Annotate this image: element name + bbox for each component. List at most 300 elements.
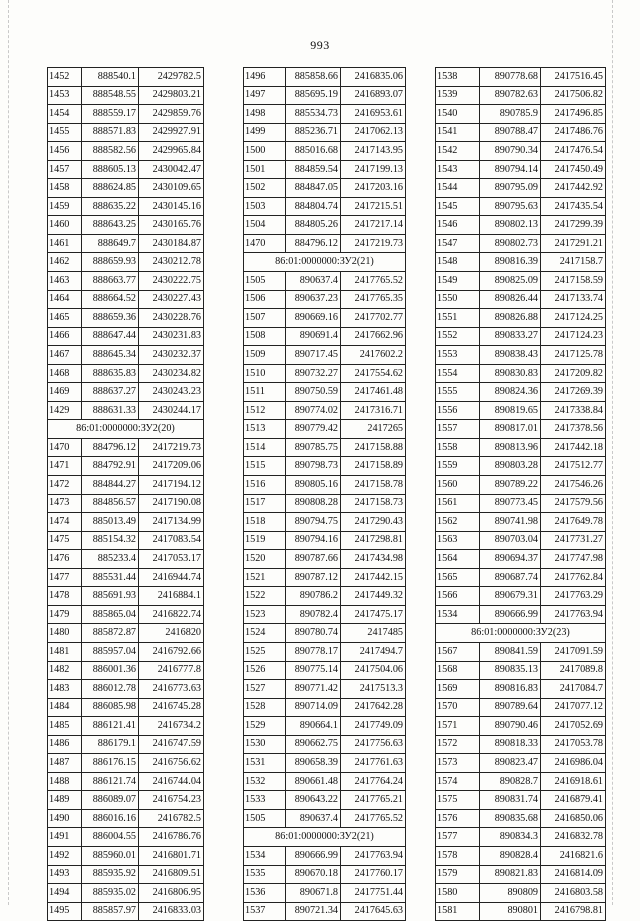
- point-number-cell: 1528: [244, 698, 286, 717]
- x-coordinate-cell: 884796.12: [286, 234, 341, 253]
- x-coordinate-cell: 890786.2: [286, 587, 341, 606]
- y-coordinate-cell: 2417476.54: [541, 142, 606, 161]
- y-coordinate-cell: 2417219.73: [139, 438, 204, 457]
- point-number-cell: 1547: [436, 234, 480, 253]
- x-coordinate-cell: 885695.19: [286, 86, 341, 105]
- point-number-cell: 1469: [48, 383, 82, 402]
- x-coordinate-cell: 886179.1: [82, 735, 139, 754]
- x-coordinate-cell: 890691.4: [286, 327, 341, 346]
- table-row: [244, 680, 406, 699]
- point-number-cell: 1483: [48, 680, 82, 699]
- point-number-cell: 1554: [436, 364, 480, 383]
- table-row: [244, 457, 406, 476]
- coordinates-table-2: [243, 67, 406, 921]
- y-coordinate-cell: 2417316.71: [341, 401, 406, 420]
- x-coordinate-cell: 890785.9: [480, 105, 541, 124]
- y-coordinate-cell: 2417764.24: [341, 772, 406, 791]
- point-number-cell: 1519: [244, 531, 286, 550]
- point-number-cell: 1503: [244, 197, 286, 216]
- table-row: [244, 160, 406, 179]
- table-row: [436, 884, 606, 903]
- point-number-cell: 1572: [436, 735, 480, 754]
- point-number-cell: 1473: [48, 494, 82, 513]
- point-number-cell: 1462: [48, 253, 82, 272]
- table-row: [48, 828, 204, 847]
- point-number-cell: 1574: [436, 772, 480, 791]
- table-row: [436, 698, 606, 717]
- table-row: [436, 420, 606, 439]
- x-coordinate-cell: 890774.02: [286, 401, 341, 420]
- table-row: [244, 438, 406, 457]
- point-number-cell: 1549: [436, 272, 480, 291]
- table-row: [48, 587, 204, 606]
- x-coordinate-cell: 886176.15: [82, 754, 139, 773]
- point-number-cell: 1531: [244, 754, 286, 773]
- x-coordinate-cell: 890826.44: [480, 290, 541, 309]
- table-row: [244, 216, 406, 235]
- x-coordinate-cell: 890789.22: [480, 476, 541, 495]
- point-number-cell: 1533: [244, 791, 286, 810]
- x-coordinate-cell: 886012.78: [82, 680, 139, 699]
- table-row: [48, 197, 204, 216]
- table-row: [48, 438, 204, 457]
- table-row: [436, 587, 606, 606]
- y-coordinate-cell: 2430232.37: [139, 346, 204, 365]
- point-number-cell: 1511: [244, 383, 286, 402]
- point-number-cell: 1466: [48, 327, 82, 346]
- y-coordinate-cell: 2417158.73: [341, 494, 406, 513]
- table-row: [244, 513, 406, 532]
- point-number-cell: 1581: [436, 902, 480, 921]
- table-row: [48, 661, 204, 680]
- x-coordinate-cell: 890835.68: [480, 809, 541, 828]
- x-coordinate-cell: 890795.63: [480, 197, 541, 216]
- table-row: [244, 105, 406, 124]
- table-row: [244, 494, 406, 513]
- x-coordinate-cell: 886121.74: [82, 772, 139, 791]
- table-row: [48, 68, 204, 87]
- table-row: [244, 642, 406, 661]
- point-number-cell: 1454: [48, 105, 82, 124]
- y-coordinate-cell: 2430212.78: [139, 253, 204, 272]
- x-coordinate-cell: 890802.13: [480, 216, 541, 235]
- table-row: [436, 791, 606, 810]
- y-coordinate-cell: 2417442.92: [541, 179, 606, 198]
- y-coordinate-cell: 2416944.74: [139, 568, 204, 587]
- x-coordinate-cell: 890721.34: [286, 902, 341, 921]
- x-coordinate-cell: 890750.59: [286, 383, 341, 402]
- point-number-cell: 1563: [436, 531, 480, 550]
- x-coordinate-cell: 890637.4: [286, 809, 341, 828]
- table-row: [436, 661, 606, 680]
- point-number-cell: 1510: [244, 364, 286, 383]
- point-number-cell: 1564: [436, 550, 480, 569]
- y-coordinate-cell: 2417579.56: [541, 494, 606, 513]
- y-coordinate-cell: 2417143.95: [341, 142, 406, 161]
- x-coordinate-cell: 890838.43: [480, 346, 541, 365]
- y-coordinate-cell: 2430222.75: [139, 272, 204, 291]
- y-coordinate-cell: 2416754.23: [139, 791, 204, 810]
- x-coordinate-cell: 890821.83: [480, 865, 541, 884]
- x-coordinate-cell: 884804.74: [286, 197, 341, 216]
- table-row: [436, 253, 606, 272]
- point-number-cell: 1520: [244, 550, 286, 569]
- x-coordinate-cell: 888635.22: [82, 197, 139, 216]
- x-coordinate-cell: 890679.31: [480, 587, 541, 606]
- x-coordinate-cell: 884844.27: [82, 476, 139, 495]
- x-coordinate-cell: 888663.77: [82, 272, 139, 291]
- point-number-cell: 1501: [244, 160, 286, 179]
- table-row: [48, 494, 204, 513]
- point-number-cell: 1459: [48, 197, 82, 216]
- table-row: [48, 605, 204, 624]
- table-row: [436, 828, 606, 847]
- table-row: [48, 457, 204, 476]
- section-header-row: [436, 624, 606, 643]
- table-row: [244, 476, 406, 495]
- table-row: [48, 216, 204, 235]
- y-coordinate-cell: 2417434.98: [341, 550, 406, 569]
- x-coordinate-cell: 890830.83: [480, 364, 541, 383]
- table-row: [436, 754, 606, 773]
- y-coordinate-cell: 2417158.59: [541, 272, 606, 291]
- point-number-cell: 1525: [244, 642, 286, 661]
- y-coordinate-cell: 2417084.7: [541, 680, 606, 699]
- x-coordinate-cell: 890823.47: [480, 754, 541, 773]
- x-coordinate-cell: 890813.96: [480, 438, 541, 457]
- y-coordinate-cell: 2417442.18: [541, 438, 606, 457]
- x-coordinate-cell: 890714.09: [286, 698, 341, 717]
- point-number-cell: 1488: [48, 772, 82, 791]
- table-row: [48, 846, 204, 865]
- y-coordinate-cell: 2417662.96: [341, 327, 406, 346]
- table-row: [244, 624, 406, 643]
- x-coordinate-cell: 890819.65: [480, 401, 541, 420]
- y-coordinate-cell: 2417554.62: [341, 364, 406, 383]
- y-coordinate-cell: 2417649.78: [541, 513, 606, 532]
- x-coordinate-cell: 890666.99: [286, 846, 341, 865]
- y-coordinate-cell: 2416786.76: [139, 828, 204, 847]
- x-coordinate-cell: 885534.73: [286, 105, 341, 124]
- left-margin-line: [8, 0, 9, 905]
- x-coordinate-cell: 885154.32: [82, 531, 139, 550]
- table-row: [436, 476, 606, 495]
- x-coordinate-cell: 890664.1: [286, 717, 341, 736]
- x-coordinate-cell: 886004.55: [82, 828, 139, 847]
- y-coordinate-cell: 2416986.04: [541, 754, 606, 773]
- x-coordinate-cell: 885531.44: [82, 568, 139, 587]
- point-number-cell: 1561: [436, 494, 480, 513]
- x-coordinate-cell: 885016.68: [286, 142, 341, 161]
- y-coordinate-cell: 2416820: [139, 624, 204, 643]
- x-coordinate-cell: 890658.39: [286, 754, 341, 773]
- x-coordinate-cell: 885691.93: [82, 587, 139, 606]
- table-row: [48, 717, 204, 736]
- table-row: [436, 309, 606, 328]
- y-coordinate-cell: 2417435.54: [541, 197, 606, 216]
- point-number-cell: 1479: [48, 605, 82, 624]
- x-coordinate-cell: 888571.83: [82, 123, 139, 142]
- table-row: [244, 123, 406, 142]
- point-number-cell: 1484: [48, 698, 82, 717]
- point-number-cell: 1573: [436, 754, 480, 773]
- x-coordinate-cell: 890717.45: [286, 346, 341, 365]
- point-number-cell: 1577: [436, 828, 480, 847]
- table-row: [436, 197, 606, 216]
- y-coordinate-cell: 2417265: [341, 420, 406, 439]
- y-coordinate-cell: 2417378.56: [541, 420, 606, 439]
- x-coordinate-cell: 888659.93: [82, 253, 139, 272]
- table-row: [436, 457, 606, 476]
- table-row: [244, 717, 406, 736]
- y-coordinate-cell: 2416744.04: [139, 772, 204, 791]
- y-coordinate-cell: 2417299.39: [541, 216, 606, 235]
- x-coordinate-cell: 885236.71: [286, 123, 341, 142]
- y-coordinate-cell: 2429927.91: [139, 123, 204, 142]
- y-coordinate-cell: 2416782.5: [139, 809, 204, 828]
- point-number-cell: 1513: [244, 420, 286, 439]
- table-row: [436, 272, 606, 291]
- x-coordinate-cell: 884796.12: [82, 438, 139, 457]
- point-number-cell: 1523: [244, 605, 286, 624]
- y-coordinate-cell: 2417645.63: [341, 902, 406, 921]
- table-row: [48, 290, 204, 309]
- y-coordinate-cell: 2417158.88: [341, 438, 406, 457]
- table-row: [48, 142, 204, 161]
- table-row: [48, 383, 204, 402]
- y-coordinate-cell: 2417761.63: [341, 754, 406, 773]
- y-coordinate-cell: 2417702.77: [341, 309, 406, 328]
- point-number-cell: 1463: [48, 272, 82, 291]
- y-coordinate-cell: 2430227.43: [139, 290, 204, 309]
- x-coordinate-cell: 890828.7: [480, 772, 541, 791]
- point-number-cell: 1489: [48, 791, 82, 810]
- table-row: [244, 884, 406, 903]
- point-number-cell: 1522: [244, 587, 286, 606]
- x-coordinate-cell: 890826.88: [480, 309, 541, 328]
- y-coordinate-cell: 2417765.52: [341, 272, 406, 291]
- coordinates-table-3: [435, 67, 606, 921]
- x-coordinate-cell: 890789.64: [480, 698, 541, 717]
- point-number-cell: 1482: [48, 661, 82, 680]
- table-row: [48, 754, 204, 773]
- table-row: [436, 346, 606, 365]
- x-coordinate-cell: 888637.27: [82, 383, 139, 402]
- point-number-cell: 1472: [48, 476, 82, 495]
- table-row: [436, 123, 606, 142]
- x-coordinate-cell: 890790.46: [480, 717, 541, 736]
- table-row: [436, 568, 606, 587]
- point-number-cell: 1535: [244, 865, 286, 884]
- point-number-cell: 1490: [48, 809, 82, 828]
- point-number-cell: 1464: [48, 290, 82, 309]
- x-coordinate-cell: 890732.27: [286, 364, 341, 383]
- y-coordinate-cell: 2417203.16: [341, 179, 406, 198]
- point-number-cell: 1505: [244, 809, 286, 828]
- table-row: [244, 754, 406, 773]
- table-row: [244, 698, 406, 717]
- table-row: [244, 234, 406, 253]
- coordinates-table-1: [47, 67, 204, 921]
- section-header-row: [244, 828, 406, 847]
- table-row: [48, 624, 204, 643]
- y-coordinate-cell: 2417133.74: [541, 290, 606, 309]
- x-coordinate-cell: 885872.87: [82, 624, 139, 643]
- y-coordinate-cell: 2417602.2: [341, 346, 406, 365]
- point-number-cell: 1546: [436, 216, 480, 235]
- point-number-cell: 1453: [48, 86, 82, 105]
- x-coordinate-cell: 888659.36: [82, 309, 139, 328]
- y-coordinate-cell: 2417215.51: [341, 197, 406, 216]
- point-number-cell: 1532: [244, 772, 286, 791]
- table-row: [436, 86, 606, 105]
- y-coordinate-cell: 2417158.78: [341, 476, 406, 495]
- y-coordinate-cell: 2417449.32: [341, 587, 406, 606]
- x-coordinate-cell: 886121.41: [82, 717, 139, 736]
- x-coordinate-cell: 890817.01: [480, 420, 541, 439]
- y-coordinate-cell: 2430184.87: [139, 234, 204, 253]
- x-coordinate-cell: 890828.4: [480, 846, 541, 865]
- right-margin-line: [612, 0, 613, 905]
- y-coordinate-cell: 2416850.06: [541, 809, 606, 828]
- x-coordinate-cell: 888649.7: [82, 234, 139, 253]
- x-coordinate-cell: 890790.34: [480, 142, 541, 161]
- y-coordinate-cell: 2430234.82: [139, 364, 204, 383]
- table-row: [436, 846, 606, 865]
- point-number-cell: 1565: [436, 568, 480, 587]
- x-coordinate-cell: 888559.17: [82, 105, 139, 124]
- y-coordinate-cell: 2416803.58: [541, 884, 606, 903]
- y-coordinate-cell: 2417219.73: [341, 234, 406, 253]
- x-coordinate-cell: 885013.49: [82, 513, 139, 532]
- x-coordinate-cell: 888548.55: [82, 86, 139, 105]
- point-number-cell: 1505: [244, 272, 286, 291]
- x-coordinate-cell: 890835.13: [480, 661, 541, 680]
- point-number-cell: 1526: [244, 661, 286, 680]
- table-row: [48, 513, 204, 532]
- table-row: [48, 568, 204, 587]
- x-coordinate-cell: 890671.8: [286, 884, 341, 903]
- x-coordinate-cell: 890833.27: [480, 327, 541, 346]
- y-coordinate-cell: 2417763.94: [541, 605, 606, 624]
- x-coordinate-cell: 890795.09: [480, 179, 541, 198]
- y-coordinate-cell: 2417486.76: [541, 123, 606, 142]
- point-number-cell: 1555: [436, 383, 480, 402]
- table-row: [244, 531, 406, 550]
- x-coordinate-cell: 885233.4: [82, 550, 139, 569]
- y-coordinate-cell: 2417209.82: [541, 364, 606, 383]
- y-coordinate-cell: 2430244.17: [139, 401, 204, 420]
- section-header-row: [48, 420, 204, 439]
- y-coordinate-cell: 2416833.03: [139, 902, 204, 921]
- y-coordinate-cell: 2430231.83: [139, 327, 204, 346]
- point-number-cell: 1568: [436, 661, 480, 680]
- x-coordinate-cell: 890802.73: [480, 234, 541, 253]
- x-coordinate-cell: 890643.22: [286, 791, 341, 810]
- point-number-cell: 1457: [48, 160, 82, 179]
- point-number-cell: 1518: [244, 513, 286, 532]
- y-coordinate-cell: 2416893.07: [341, 86, 406, 105]
- table-row: [244, 327, 406, 346]
- table-row: [436, 383, 606, 402]
- x-coordinate-cell: 890788.47: [480, 123, 541, 142]
- y-coordinate-cell: 2417765.35: [341, 290, 406, 309]
- y-coordinate-cell: 2417298.81: [341, 531, 406, 550]
- x-coordinate-cell: 890779.42: [286, 420, 341, 439]
- y-coordinate-cell: 2417765.52: [341, 809, 406, 828]
- x-coordinate-cell: 890771.42: [286, 680, 341, 699]
- x-coordinate-cell: 885935.92: [82, 865, 139, 884]
- y-coordinate-cell: 2429965.84: [139, 142, 204, 161]
- point-number-cell: 1548: [436, 253, 480, 272]
- table-row: [48, 105, 204, 124]
- x-coordinate-cell: 888631.33: [82, 401, 139, 420]
- y-coordinate-cell: 2417731.27: [541, 531, 606, 550]
- table-row: [244, 420, 406, 439]
- y-coordinate-cell: 2429803.21: [139, 86, 204, 105]
- x-coordinate-cell: 888664.52: [82, 290, 139, 309]
- point-number-cell: 1575: [436, 791, 480, 810]
- y-coordinate-cell: 2416773.63: [139, 680, 204, 699]
- table-row: [48, 531, 204, 550]
- y-coordinate-cell: 2417158.89: [341, 457, 406, 476]
- table-row: [48, 401, 204, 420]
- point-number-cell: 1545: [436, 197, 480, 216]
- table-row: [48, 791, 204, 810]
- point-number-cell: 1471: [48, 457, 82, 476]
- point-number-cell: 1502: [244, 179, 286, 198]
- point-number-cell: 1478: [48, 587, 82, 606]
- point-number-cell: 1553: [436, 346, 480, 365]
- y-coordinate-cell: 2416806.95: [139, 884, 204, 903]
- point-number-cell: 1476: [48, 550, 82, 569]
- x-coordinate-cell: 886085.98: [82, 698, 139, 717]
- table-row: [48, 179, 204, 198]
- point-number-cell: 1567: [436, 642, 480, 661]
- table-row: [436, 142, 606, 161]
- section-header-row: [244, 253, 406, 272]
- point-number-cell: 1562: [436, 513, 480, 532]
- point-number-cell: 1492: [48, 846, 82, 865]
- point-number-cell: 1458: [48, 179, 82, 198]
- cadastral-section-label: 86:01:0000000:ЗУ2(20): [48, 420, 204, 439]
- x-coordinate-cell: 885960.01: [82, 846, 139, 865]
- table-row: [48, 86, 204, 105]
- table-row: [48, 309, 204, 328]
- point-number-cell: 1481: [48, 642, 82, 661]
- x-coordinate-cell: 885935.02: [82, 884, 139, 903]
- y-coordinate-cell: 2417765.21: [341, 791, 406, 810]
- table-row: [436, 550, 606, 569]
- point-number-cell: 1493: [48, 865, 82, 884]
- point-number-cell: 1506: [244, 290, 286, 309]
- y-coordinate-cell: 2417125.78: [541, 346, 606, 365]
- y-coordinate-cell: 2417269.39: [541, 383, 606, 402]
- point-number-cell: 1470: [244, 234, 286, 253]
- x-coordinate-cell: 890794.14: [480, 160, 541, 179]
- table-row: [436, 735, 606, 754]
- table-row: [436, 234, 606, 253]
- x-coordinate-cell: 890808.28: [286, 494, 341, 513]
- y-coordinate-cell: 2416879.41: [541, 791, 606, 810]
- table-row: [244, 605, 406, 624]
- point-number-cell: 1543: [436, 160, 480, 179]
- table-row: [48, 680, 204, 699]
- x-coordinate-cell: 888605.13: [82, 160, 139, 179]
- point-number-cell: 1461: [48, 234, 82, 253]
- x-coordinate-cell: 890782.4: [286, 605, 341, 624]
- point-number-cell: 1578: [436, 846, 480, 865]
